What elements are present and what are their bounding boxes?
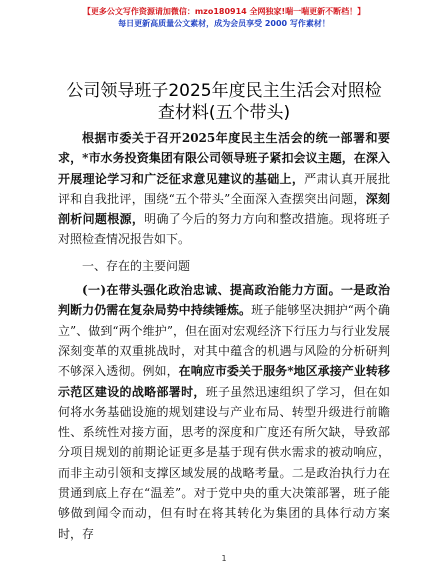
para1-seg-1: (一)在带头强化政治忠诚、提高政治能力方面。 <box>82 283 341 298</box>
promo-line-1: 【更多公文写作资源请加微信：mzo180914 全网独家!喘一喘更新不断档！】 <box>82 7 366 16</box>
section-heading-1: 一、存在的主要问题 <box>82 258 191 273</box>
para1-seg-3: 班子能够坚决拥护“两个确立”、做到“两个维护”，但在面对宏观经济下行压力与行业发展深刻变革的双重挑战时，对其中蕴含的机遇与风险的分析研判不够深入透彻。例如， <box>58 303 390 379</box>
para1-seg-2: 一是政治判断力仍需在复杂局势中持续锤炼。 <box>58 283 390 318</box>
intro-seg-5: 明确了今后的努力方向和整改措施。现将班子对照检查情况报告如下。 <box>58 212 390 247</box>
intro-seg-3: 严肃认真开展批评和自我批评，围绕“五个带头”全面深入查摆突出问题， <box>58 171 390 206</box>
para1-seg-5: 班子虽然迅速组织了学习，但在如何将水务基础设施的规划建设与产业布局、转型升级进行前瞻性、系统性对接方面，思考的深度和广度还有所欠缺，导致部分项目规划的前期论证更多是基于现有供水需求的被动响应，而非主动引领和支撑区域发展的战略考量。二是政治执行力在贯通到底上存在“温差”。对于党中央的重大决策部署，班子能够做到闻令而动，但有时在将其转化为集团的具体行动方案时，存 <box>58 384 390 541</box>
intro-paragraph <box>58 128 390 250</box>
document-body <box>58 128 390 544</box>
problem-paragraph-1 <box>58 280 390 544</box>
intro-seg-4: 深刻剖析问题根源， <box>58 191 390 227</box>
intro-seg-2: *市水务投资集团有限公司领导班子紧扣会议主题，在深入开展理论学习和广泛征求意见建议的基础上， <box>58 151 390 186</box>
intro-seg-1: 根据市委关于召开2025年度民主生活会的统一部署和要求， <box>58 131 390 166</box>
promo-banner <box>0 6 448 30</box>
page-number: 1 <box>221 554 227 563</box>
promo-line-2: 每日更新高质量公文素材，成为会员享受 2000 写作素材！ <box>118 19 330 28</box>
document-title: 公司领导班子2025年度民主生活会对照检查材料(五个带头) <box>66 81 382 123</box>
para1-seg-4: 在响应市委关于服务*地区承接产业转移示范区建设的战略部署时， <box>58 364 390 399</box>
